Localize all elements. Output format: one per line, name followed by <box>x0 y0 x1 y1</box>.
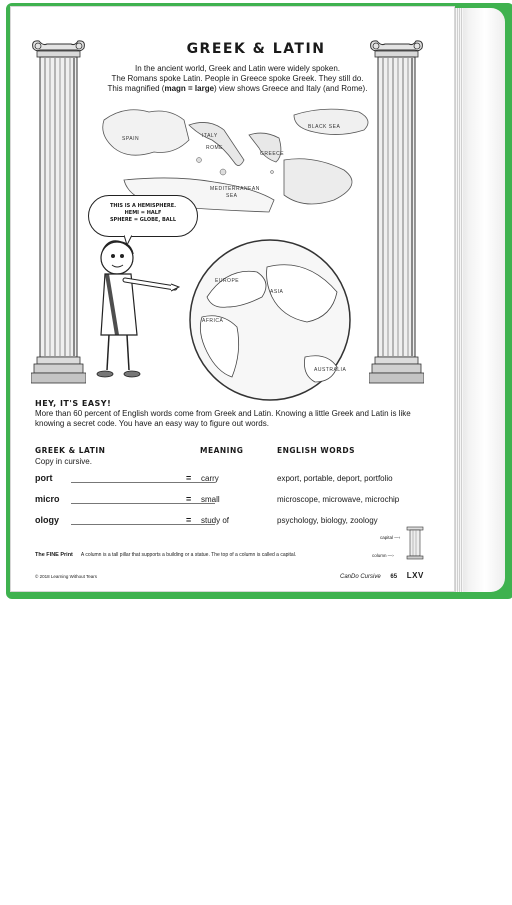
fine-print <box>35 552 375 558</box>
intro-line-3 <box>95 84 380 94</box>
globe-label-australia: AUSTRALIA <box>314 367 347 373</box>
equals-sign: = <box>186 473 192 483</box>
roman-boy-illustration <box>95 240 180 385</box>
page-title: GREEK & LATIN <box>186 41 326 57</box>
page-number: 65 <box>390 574 398 580</box>
map-label-sea: SEA <box>226 193 238 199</box>
page-footer <box>340 571 424 580</box>
column-tag: column —› <box>372 553 394 558</box>
intro-line-1: In the ancient world, Greek and Latin were widely spoken. <box>134 64 340 73</box>
root-meaning: carry <box>201 474 219 483</box>
intro-magn-term: magn = large <box>164 84 215 93</box>
map-label-italy: ITALY <box>202 133 218 139</box>
english-words: psychology, biology, zoology <box>277 516 378 525</box>
root-word: ology <box>35 515 59 525</box>
hey-body: More than 60 percent of English words come from Greek and Latin. Knowing a little Greek and Latin is like knowing a secret code. You have an easy way to figure out words. <box>35 409 411 428</box>
cursive-writing-line[interactable] <box>71 524 215 525</box>
speech-bubble <box>88 195 198 237</box>
greek-column-icon <box>31 38 86 390</box>
table-row <box>35 515 445 529</box>
equals-sign: = <box>186 515 192 525</box>
intro-line-3-post: ) view shows Greece and Italy (and Rome). <box>214 84 368 93</box>
root-word: port <box>35 473 53 483</box>
root-meaning: study of <box>201 516 230 525</box>
page-stack-lines <box>455 8 463 592</box>
hey-heading: HEY, IT'S EASY! <box>35 399 112 408</box>
intro-line-2: The Romans spoke Latin. People in Greece spoke Greek. They still do. <box>111 74 364 83</box>
bubble-line-2: HEMI = HALF <box>124 210 162 216</box>
root-word: micro <box>35 494 60 504</box>
small-column-icon <box>405 526 425 560</box>
english-words: microscope, microwave, microchip <box>277 495 400 504</box>
globe-label-africa: AFRICA <box>202 318 224 324</box>
globe-label-asia: ASIA <box>270 289 284 295</box>
roman-page-number: LXV <box>406 571 424 580</box>
bubble-line-3: SPHERE = GLOBE, BALL <box>109 217 177 223</box>
header-greek-latin: GREEK & LATIN <box>35 446 106 455</box>
map-label-spain: SPAIN <box>122 136 140 142</box>
header-english-words: ENGLISH WORDS <box>277 446 355 455</box>
series-name: CanDo Cursive <box>340 574 381 580</box>
root-meaning: small <box>201 495 220 504</box>
map-label-black-sea: BLACK SEA <box>308 124 341 130</box>
copyright-text: © 2018 Learning Without Tears <box>35 574 98 579</box>
map-label-mediterranean: MEDITERRANEAN <box>210 186 260 192</box>
fine-print-label: The FINE Print <box>35 552 73 558</box>
page-stack-edge <box>455 8 505 592</box>
map-label-rome: ROME <box>206 145 223 151</box>
globe-label-europe: EUROPE <box>215 278 240 284</box>
table-row <box>35 473 445 487</box>
header-meaning: MEANING <box>200 446 244 455</box>
fine-print-text: A column is a tall pillar that supports a building or a statue. The top of a column is called a capital. <box>80 552 297 558</box>
bubble-line-1: THIS IS A HEMISPHERE. <box>109 203 177 209</box>
capital-tag: capital —› <box>380 535 401 540</box>
copy-note: Copy in cursive. <box>35 457 92 466</box>
cursive-writing-line[interactable] <box>71 503 215 504</box>
intro-line-3-pre: This magnified ( <box>107 84 165 93</box>
table-row <box>35 494 445 508</box>
intro-paragraph <box>95 64 380 94</box>
equals-sign: = <box>186 494 192 504</box>
capital-tag-text: capital <box>380 535 394 540</box>
english-words: export, portable, deport, portfolio <box>277 474 393 483</box>
column-tag-text: column <box>372 553 387 558</box>
map-label-greece: GREECE <box>260 151 285 157</box>
cursive-writing-line[interactable] <box>71 482 215 483</box>
